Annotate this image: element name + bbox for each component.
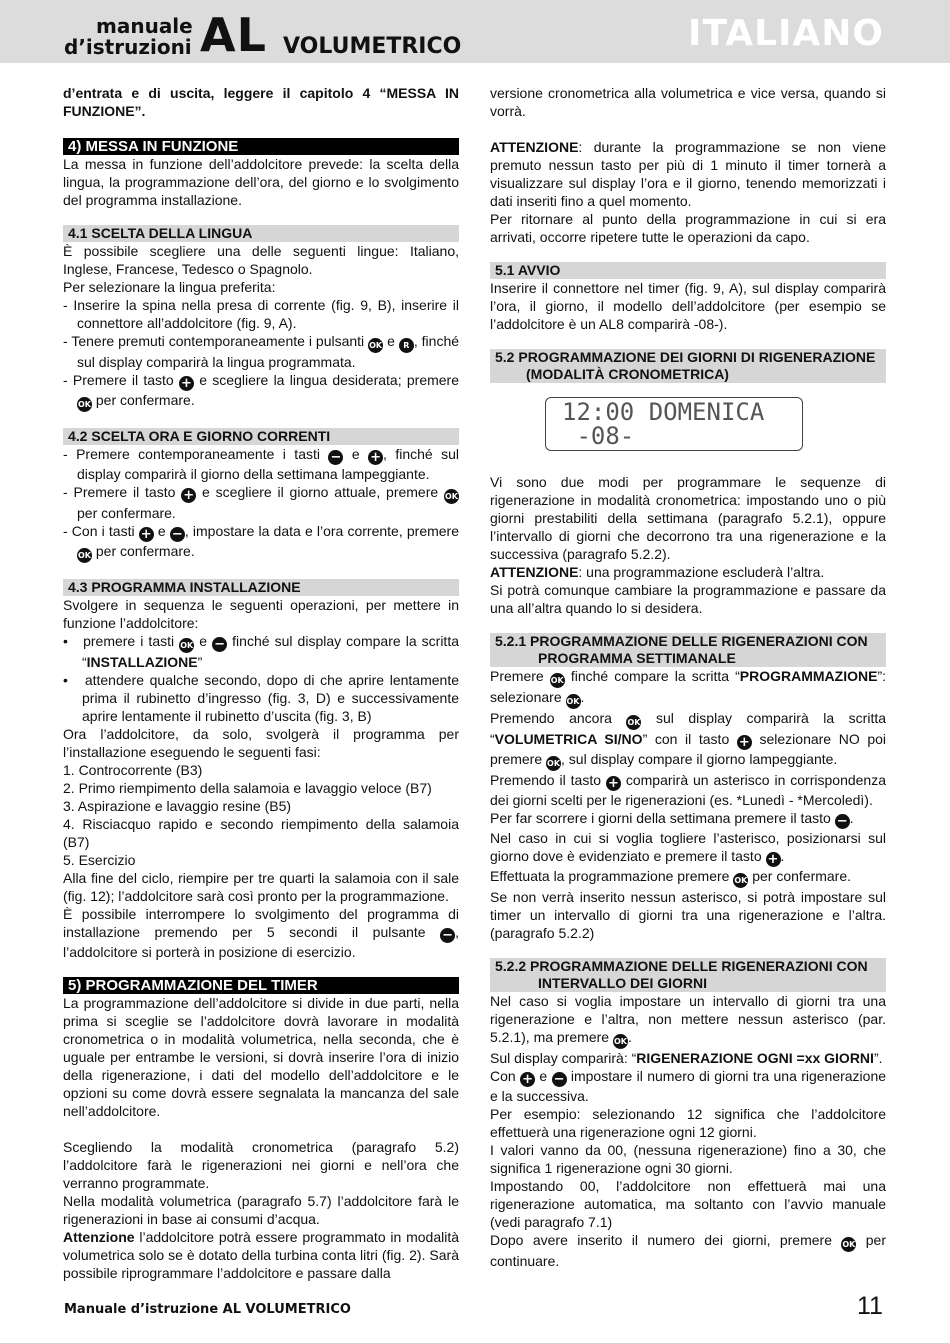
- ok-button-icon: OK: [77, 397, 92, 412]
- lcd-line-1: 12:00 DOMENICA: [562, 398, 765, 426]
- lcd-display: [545, 397, 803, 451]
- lcd-line-2: -08-: [562, 422, 635, 450]
- s52-p3: Si potrà comunque cambiare la programmazione e passare da una all’altra quando lo si desidera.: [490, 582, 886, 616]
- minus-button-icon: −: [552, 1072, 567, 1087]
- s521-l3: Premendo il tasto + comparirà un asterisco in corrispondenza dei giorni scelti per le rigenerazioni (es. *Lunedì - *Mercoledì).: [490, 772, 886, 808]
- minus-button-icon: −: [440, 928, 455, 943]
- r-button-icon: R: [399, 338, 414, 353]
- s5-p4: Attenzione l’addolcitore potrà essere programmato in modalità volumetrica solo se è dotato della turbina conta litri (fig. 2). Sarà possibile riprogrammare l’addolcitore e passare dalla: [63, 1229, 459, 1281]
- s42-item2: - Premere il tasto + e scegliere il giorno attuale, premere OK per confermare.: [63, 484, 458, 521]
- attention-1: ATTENZIONE: durante la programmazione se non viene premuto nessun tasto per più di 1 minuto il timer tornerà a visualizzare sul display l’ora e il giorno, tenendo memorizzati i dati inseriti fino a quel momento.: [490, 139, 886, 209]
- plus-button-icon: +: [181, 488, 196, 503]
- s43-p4: È possibile interrompere lo svolgimento del programma di installazione premendo per 5 secondi il pulsante − , l’addolcitore si porterà in posizione di esercizio.: [63, 906, 459, 960]
- s522-l1: Nel caso si voglia impostare un intervallo di giorni tra una rigenerazione e l’altra, non mettere nessun asterisco (par. 5.2.1), ma premere OK.: [490, 992, 886, 1049]
- s522-l4: Per esempio: selezionando 12 significa che l’addolcitore effettuerà una rigenerazione ogni 12 giorni.: [490, 1106, 886, 1140]
- section-51-heading: 5.1 AVVIO: [490, 262, 886, 279]
- ok-button-icon: OK: [613, 1034, 628, 1049]
- s521-l1: Premere OK finché compare la scritta “PROGRAMMAZIONE”: selezionare OK.: [490, 667, 886, 709]
- s43-step3: 3. Aspirazione e lavaggio resine (B5): [63, 798, 292, 814]
- s51-text: Inserire il connettore nel timer (fig. 9, A), sul display comparirà l’ora, il giorno, il modello dell’addolcitore (per esempio se l’addolcitore è un AL8 comparirà -08-).: [490, 280, 886, 332]
- s43-step1: 1. Controcorrente (B3): [63, 762, 203, 778]
- plus-button-icon: +: [139, 527, 154, 542]
- s521-l6: Effettuata la programmazione premere OK per confermare.: [490, 867, 886, 888]
- s41-item2: - Tenere premuti contemporaneamente i pulsanti OK e R , finché sul display comparirà la lingua programmata.: [63, 333, 460, 370]
- s52-p2: ATTENZIONE: una programmazione escluderà l’altra.: [490, 564, 825, 580]
- s5-p2: Scegliendo la modalità cronometrica (paragrafo 5.2) l’addolcitore farà le rigenerazioni nei giorni e nell’ora che verranno programmate.: [63, 1139, 459, 1191]
- plus-button-icon: +: [520, 1072, 535, 1087]
- header-istruzioni: d’istruzioni: [64, 35, 192, 59]
- s521-l4: Per far scorrere i giorni della settimana premere il tasto − .: [490, 810, 854, 829]
- section-43-heading: 4.3 PROGRAMMA INSTALLAZIONE: [63, 579, 459, 596]
- ok-button-icon: OK: [368, 338, 383, 353]
- plus-button-icon: +: [179, 376, 194, 391]
- s5-p1: La programmazione dell’addolcitore si divide in due parti, nella prima si sceglie se l’addolcitore dovrà lavorare in modalità cronometrica o in modalità volumetrica, nella seconda, che è uguale per entrambe le versioni, si dovrà inserire l’ora di inizio della rigenerazione, i dati del modello dell’addolcitore e le opzioni su come dovrà essere segnalata la mancanza del sale nell’addolcitore.: [63, 995, 459, 1119]
- intro-text: d’entrata e di uscita, leggere il capitolo 4 “MESSA IN FUNZIONE”.: [63, 85, 459, 119]
- minus-button-icon: −: [212, 637, 227, 652]
- plus-button-icon: +: [606, 776, 621, 791]
- header-manuale: manuale: [96, 14, 193, 38]
- s43-bullet2: • attendere qualche secondo, dopo di che aprire lentamente prima il rubinetto d’ingresso (fig. 3, D) e successivamente aprire lentamente il rubinetto d’uscita (fig. 3, B): [63, 672, 459, 724]
- section-41-heading: 4.1 SCELTA DELLA LINGUA: [63, 225, 459, 242]
- ok-button-icon: OK: [550, 673, 565, 688]
- ok-button-icon: OK: [546, 756, 561, 771]
- header-volumetrico: VOLUMETRICO: [283, 34, 462, 59]
- right-column: [490, 84, 886, 1270]
- minus-button-icon: −: [328, 450, 343, 465]
- s522-l2: Sul display comparirà: “RIGENERAZIONE OGNI =xx GIORNI”.: [490, 1050, 883, 1066]
- section-4-text: La messa in funzione dell’addolcitore prevede: la scelta della lingua, la programmazione dell’ora, del giorno e lo svolgimento del programma installazione.: [63, 156, 459, 208]
- section-522-heading: 5.2.2 PROGRAMMAZIONE DELLE RIGENERAZIONI CON INTERVALLO DEI GIORNI: [490, 958, 886, 992]
- plus-button-icon: +: [368, 450, 383, 465]
- s43-step4: 4. Risciacquo rapido e secondo riempimento della salamoia (B7): [63, 816, 459, 850]
- s522-l3: Con + e − impostare il numero di giorni tra una rigenerazione e la successiva.: [490, 1068, 887, 1104]
- plus-button-icon: +: [737, 735, 752, 750]
- minus-button-icon: −: [170, 527, 185, 542]
- ok-button-icon: OK: [77, 548, 92, 563]
- s522-l7: Dopo avere inserito il numero dei giorni, premere OK per continuare.: [490, 1232, 886, 1269]
- plus-button-icon: +: [766, 852, 781, 867]
- ok-button-icon: OK: [444, 489, 459, 504]
- s43-step5: 5. Esercizio: [63, 852, 136, 868]
- minus-button-icon: −: [835, 814, 850, 829]
- ok-button-icon: OK: [733, 873, 748, 888]
- ok-button-icon: OK: [841, 1237, 856, 1252]
- page-number: 11: [857, 1292, 883, 1320]
- page-header: [0, 0, 950, 63]
- section-42-heading: 4.2 SCELTA ORA E GIORNO CORRENTI: [63, 428, 459, 445]
- s521-l7: Se non verrà inserito nessun asterisco, si potrà impostare sul timer un intervallo di giorni tra una rigenerazione e l’altra. (paragrafo 5.2.2): [490, 889, 886, 941]
- ok-button-icon: OK: [566, 694, 581, 709]
- section-52-heading: 5.2 PROGRAMMAZIONE DEI GIORNI DI RIGENERAZIONE (MODALITÀ CRONOMETRICA): [490, 349, 886, 383]
- s522-l5: I valori vanno da 00, (nessuna rigenerazione) fino a 30, che significa 1 rigenerazione ogni 30 giorni.: [490, 1142, 886, 1176]
- s43-p3: Alla fine del ciclo, riempire per tre quarti la salamoia con il sale (fig. 12); l’addolcitore sarà così pronto per la programmazione.: [63, 870, 459, 904]
- s42-item3: - Con i tasti + e − , impostare la data e l’ora corrente, premere OK per confermare.: [63, 522, 459, 563]
- left-column: [63, 84, 459, 1282]
- s43-step2: 2. Primo riempimento della salamoia e lavaggio veloce (B7): [63, 780, 432, 796]
- s5-p3: Nella modalità volumetrica (paragrafo 5.7) l’addolcitore farà le rigenerazioni in base ai consumi d’acqua.: [63, 1193, 459, 1227]
- attention-2: Per ritornare al punto della programmazione in cui si era arrivati, occorre ripetere tutte le operazioni da capo.: [490, 211, 886, 245]
- s43-bullet1: • premere i tasti OK e − finché sul display compare la scritta “INSTALLAZIONE”: [63, 633, 459, 670]
- ok-button-icon: OK: [626, 715, 641, 730]
- s522-l6: Impostando 00, l’addolcitore non effettuerà mai una rigenerazione automatica, ma soltanto con l’avvio manuale (vedi paragrafo 7.1): [490, 1178, 886, 1230]
- footer-title: Manuale d’istruzione AL VOLUMETRICO: [64, 1302, 351, 1317]
- s52-p1: Vi sono due modi per programmare le sequenze di rigenerazione in modalità cronometrica: impostando uno o più giorni prestabiliti della settimana (paragrafo 5.2.1), oppure l’intervallo di giorni che decorrono tra una rigenerazione e la successiva (paragrafo 5.2.2).: [490, 474, 886, 562]
- s41-item3: - Premere il tasto + e scegliere la lingua desiderata; premere OK per confermare.: [63, 371, 459, 412]
- s41-p1: È possibile scegliere una delle seguenti lingue: Italiano, Inglese, Francese, Tedesco o Spagnolo.: [63, 243, 459, 277]
- s43-p1: Svolgere in sequenza le seguenti operazioni, per mettere in funzione l’addolcitore:: [63, 597, 459, 631]
- s41-item1: - Inserire la spina nella presa di corrente (fig. 9, B), inserire il connettore all’addolcitore (fig. 9, A).: [63, 297, 459, 331]
- section-5-heading: 5) PROGRAMMAZIONE DEL TIMER: [63, 977, 459, 994]
- header-model: AL: [200, 8, 267, 62]
- s521-l2: Premendo ancora OK sul display comparirà la scritta “VOLUMETRICA SI/NO” con il tasto + selezionare NO poi premere OK, sul display compare il giorno lampeggiante.: [490, 709, 886, 771]
- header-language: ITALIANO: [688, 13, 884, 54]
- section-521-heading: 5.2.1 PROGRAMMAZIONE DELLE RIGENERAZIONI CON PROGRAMMA SETTIMANALE: [490, 633, 886, 667]
- s42-item1: - Premere contemporaneamente i tasti − e + , finché sul display comparirà il giorno della settimana lampeggiante.: [63, 446, 460, 482]
- s43-p2: Ora l’addolcitore, da solo, svolgerà il programma per l’installazione eseguendo le seguenti fasi:: [63, 726, 459, 760]
- s521-l5: Nel caso in cui si voglia togliere l’asterisco, posizionarsi sul giorno dove è evidenziato e premere il tasto + .: [490, 830, 886, 867]
- ok-button-icon: OK: [179, 638, 194, 653]
- s41-p2: Per selezionare la lingua preferita:: [63, 279, 276, 295]
- right-intro: versione cronometrica alla volumetrica e vice versa, quando si vorrà.: [490, 85, 886, 119]
- section-4-heading: 4) MESSA IN FUNZIONE: [63, 138, 459, 155]
